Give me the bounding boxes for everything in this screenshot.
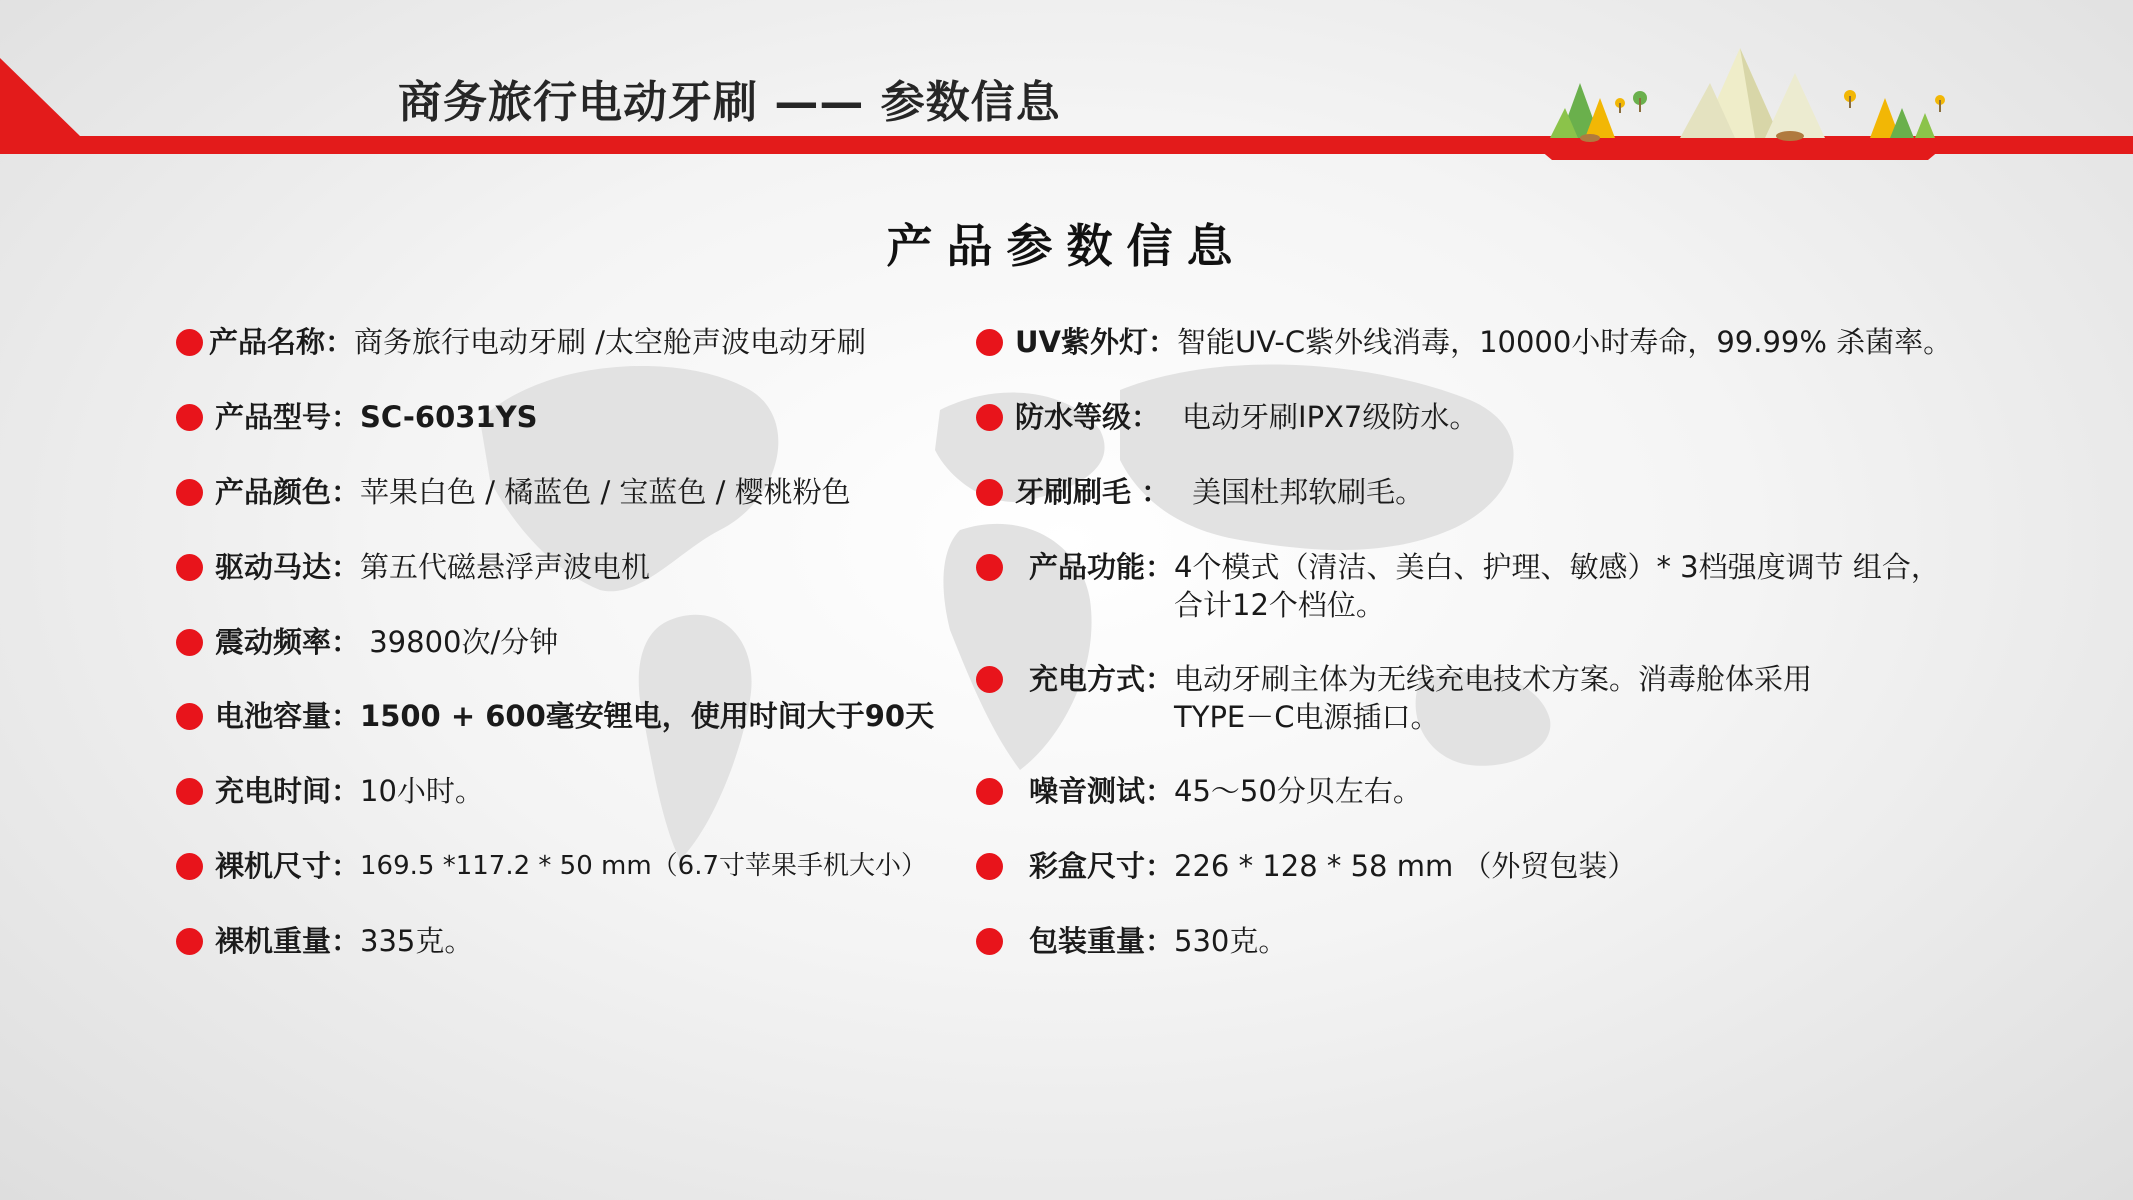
- spec-value: 530克。: [1174, 924, 1288, 958]
- spec-item-waterproof: [976, 395, 2076, 439]
- spec-value: 226 * 128 * 58 mm （外贸包装）: [1174, 849, 1637, 883]
- spec-label: 产品名称：: [209, 325, 355, 359]
- bullet-dot-icon: [176, 928, 203, 955]
- spec-item-charging-method: [976, 657, 1876, 736]
- spec-value: 169.5 *117.2 * 50 mm（6.7寸苹果手机大小）: [360, 851, 928, 881]
- spec-item-noise: [976, 769, 2076, 813]
- bullet-dot-icon: [976, 479, 1003, 506]
- spec-value: 45～50分贝左右。: [1174, 774, 1422, 808]
- spec-value: 335克。: [360, 924, 474, 958]
- spec-item-motor: [176, 545, 956, 589]
- bullet-dot-icon: [176, 853, 203, 880]
- bullet-dot-icon: [976, 853, 1003, 880]
- spec-value: 39800次/分钟: [360, 625, 559, 659]
- spec-label: 牙刷刷毛 ：: [1015, 475, 1171, 509]
- spec-label: 包装重量：: [1029, 924, 1175, 958]
- spec-value: SC-6031YS: [360, 400, 538, 434]
- mountain-tree-illustration-icon: [1540, 28, 1960, 153]
- spec-item-frequency: [176, 620, 956, 664]
- bullet-dot-icon: [176, 629, 203, 656]
- bullet-dot-icon: [976, 329, 1003, 356]
- spec-label: 产品功能：: [1029, 550, 1175, 584]
- bullet-dot-icon: [176, 479, 203, 506]
- spec-item-package-weight: [976, 919, 2076, 963]
- spec-item-battery: [176, 694, 956, 738]
- spec-label: 充电方式：: [1029, 662, 1175, 696]
- bullet-dot-icon: [176, 554, 203, 581]
- bullet-dot-icon: [176, 329, 203, 356]
- spec-label: 驱动马达：: [215, 550, 361, 584]
- spec-value: 电动牙刷主体为无线充电技术方案。消毒舱体采用TYPE－C电源插口。: [1174, 662, 1813, 734]
- spec-value: 第五代磁悬浮声波电机: [360, 550, 651, 584]
- spec-label: 产品颜色：: [215, 475, 361, 509]
- bullet-dot-icon: [176, 778, 203, 805]
- spec-item-box-size: [976, 844, 2076, 888]
- spec-value: 美国杜邦软刷毛。: [1192, 475, 1425, 509]
- spec-label: 裸机重量：: [215, 924, 361, 958]
- page-title: 商务旅行电动牙刷 —— 参数信息: [398, 77, 1061, 128]
- bullet-dot-icon: [976, 928, 1003, 955]
- bullet-dot-icon: [176, 404, 203, 431]
- spec-item-charge-time: [176, 769, 956, 813]
- spec-item-uv-lamp: [976, 320, 2096, 364]
- spec-label: 充电时间：: [215, 774, 361, 808]
- spec-label: 裸机尺寸：: [215, 849, 361, 883]
- spec-item-body-weight: [176, 919, 956, 963]
- spec-value: 4个模式（清洁、美白、护理、敏感）* 3档强度调节 组合，合计12个档位。: [1174, 550, 1940, 622]
- spec-label: UV紫外灯：: [1015, 325, 1177, 359]
- spec-item-colors: [176, 470, 956, 514]
- spec-label: 电池容量：: [215, 699, 361, 733]
- bullet-dot-icon: [176, 703, 203, 730]
- bullet-dot-icon: [976, 778, 1003, 805]
- spec-item-bristles: [976, 470, 2076, 514]
- spec-label: 噪音测试：: [1029, 774, 1175, 808]
- spec-value: 10小时。: [360, 774, 484, 808]
- bullet-dot-icon: [976, 666, 1003, 693]
- spec-value: 商务旅行电动牙刷 /太空舱声波电动牙刷: [354, 325, 867, 359]
- spec-item-body-size: [176, 844, 976, 888]
- spec-value: 电动牙刷IPX7级防水。: [1182, 400, 1479, 434]
- spec-value: 智能UV-C紫外线消毒，10000小时寿命，99.99% 杀菌率。: [1177, 325, 1953, 359]
- corner-triangle: [0, 58, 80, 136]
- section-title: 产品参数信息: [886, 219, 1247, 273]
- spec-item-model: [176, 395, 956, 439]
- spec-label: 震动频率：: [215, 625, 361, 659]
- spec-item-product-name: [176, 320, 956, 364]
- bullet-dot-icon: [976, 404, 1003, 431]
- spec-value: 1500 + 600毫安锂电，使用时间大于90天: [360, 699, 935, 733]
- spec-label: 彩盒尺寸：: [1029, 849, 1175, 883]
- spec-label: 防水等级：: [1015, 400, 1161, 434]
- spec-item-functions: [976, 545, 1956, 624]
- spec-value: 苹果白色 / 橘蓝色 / 宝蓝色 / 樱桃粉色: [360, 475, 851, 509]
- spec-label: 产品型号：: [215, 400, 361, 434]
- bullet-dot-icon: [976, 554, 1003, 581]
